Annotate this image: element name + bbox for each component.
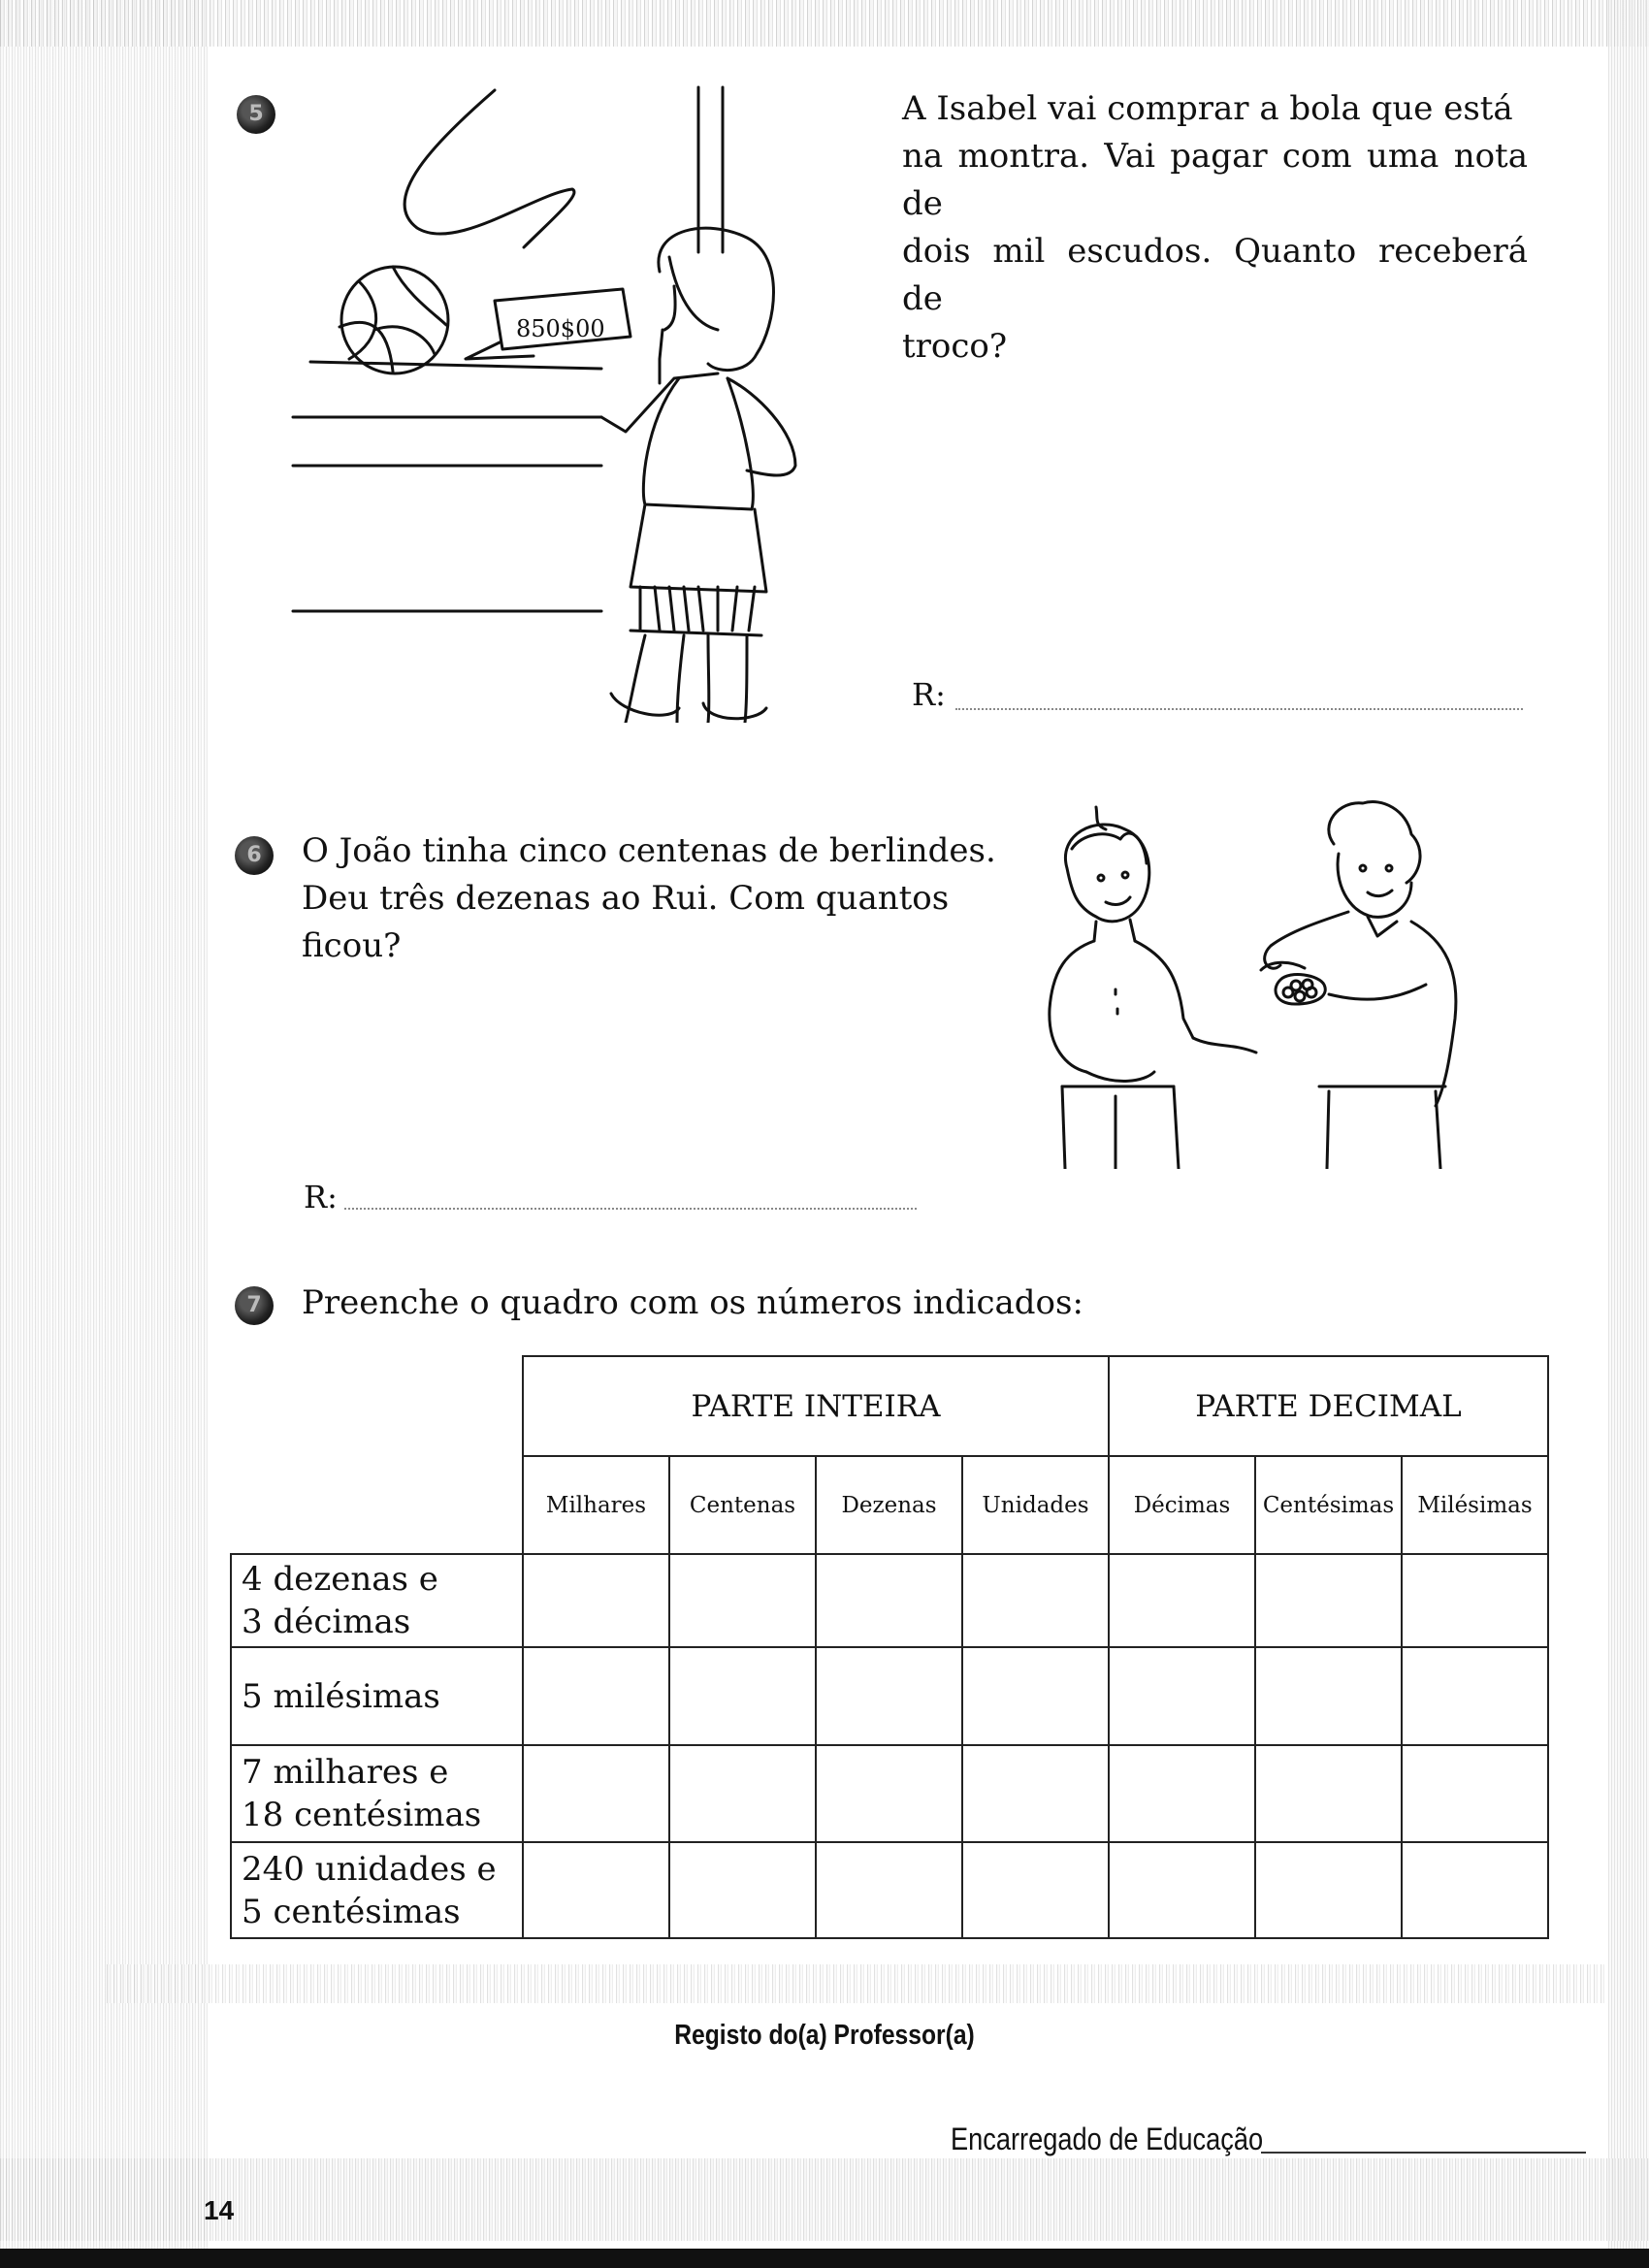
table-cell[interactable] — [1255, 1842, 1402, 1938]
question-5-number: 5 — [248, 102, 264, 126]
table-cell[interactable] — [816, 1745, 962, 1842]
table-row — [231, 1647, 1548, 1745]
scan-noise-left — [0, 0, 209, 2268]
table-cell[interactable] — [669, 1554, 816, 1647]
table-cell[interactable] — [962, 1554, 1109, 1647]
table-cell[interactable] — [816, 1842, 962, 1938]
decimal-place-value-table — [230, 1355, 1549, 1939]
question-6-answer-label: R: — [304, 1179, 338, 1215]
table-cell[interactable] — [669, 1745, 816, 1842]
row-label-line: 3 décimas — [242, 1603, 411, 1641]
question-6-answer-line[interactable] — [344, 1208, 917, 1210]
table-cell[interactable] — [1109, 1647, 1255, 1745]
table-cell[interactable] — [523, 1647, 669, 1745]
question-5-answer-label: R: — [912, 676, 946, 713]
guardian-label: Encarregado de Educação — [951, 2122, 1264, 2156]
table-cell[interactable] — [669, 1842, 816, 1938]
scan-noise-divider — [107, 1964, 1605, 2003]
boys-with-marbles-illustration — [1038, 795, 1484, 1169]
table-row — [231, 1745, 1548, 1842]
column-header-centenas: Centenas — [669, 1456, 816, 1554]
column-header-centesimas: Centésimas — [1255, 1456, 1402, 1554]
row-label — [231, 1554, 523, 1647]
table-cell[interactable] — [1255, 1554, 1402, 1647]
row-label-line: 7 milhares e — [242, 1753, 449, 1792]
row-label — [231, 1647, 523, 1745]
table-cell[interactable] — [1402, 1647, 1548, 1745]
table-row — [231, 1842, 1548, 1938]
page-number: 14 — [204, 2195, 235, 2225]
question-7-instruction: Preenche o quadro com os números indicados: — [302, 1283, 1083, 1322]
question-5-bullet — [237, 95, 275, 134]
price-tag-text: 850$00 — [516, 315, 605, 342]
table-cell[interactable] — [962, 1647, 1109, 1745]
column-header-decimas: Décimas — [1109, 1456, 1255, 1554]
table-cell[interactable] — [962, 1745, 1109, 1842]
table-corner — [231, 1356, 523, 1554]
column-header-dezenas: Dezenas — [816, 1456, 962, 1554]
table-cell[interactable] — [1255, 1647, 1402, 1745]
question-7-bullet — [235, 1286, 274, 1325]
table-cell[interactable] — [816, 1554, 962, 1647]
column-header-milhares: Milhares — [523, 1456, 669, 1554]
table-cell[interactable] — [523, 1745, 669, 1842]
question-5-answer-line[interactable] — [955, 708, 1523, 710]
group-header-decimal: PARTE DECIMAL — [1109, 1356, 1548, 1456]
question-5-line: A Isabel vai comprar a bola que está — [902, 89, 1513, 128]
table-cell[interactable] — [1402, 1745, 1548, 1842]
column-header-unidades: Unidades — [962, 1456, 1109, 1554]
scan-noise-bottom — [0, 2158, 1649, 2241]
question-7-number: 7 — [246, 1293, 262, 1317]
table-cell[interactable] — [669, 1647, 816, 1745]
scan-noise-right — [1608, 0, 1649, 2268]
question-6-bullet — [235, 836, 274, 875]
row-label-line: 240 unidades e — [242, 1849, 497, 1889]
table-cell[interactable] — [1109, 1842, 1255, 1938]
row-label-line: 4 dezenas e — [242, 1560, 438, 1599]
question-6-line: Deu três dezenas ao Rui. Com quantos — [302, 879, 950, 918]
table-cell[interactable] — [1255, 1745, 1402, 1842]
scan-bottom-edge — [0, 2249, 1649, 2268]
row-label — [231, 1745, 523, 1842]
group-header-integer: PARTE INTEIRA — [523, 1356, 1109, 1456]
table-cell[interactable] — [962, 1842, 1109, 1938]
table-cell[interactable] — [1109, 1554, 1255, 1647]
question-5-line: na montra. Vai pagar com uma nota de — [902, 137, 1528, 223]
question-6-line: O João tinha cinco centenas de berlindes. — [302, 831, 996, 870]
column-header-milesimas: Milésimas — [1402, 1456, 1548, 1554]
teacher-register-label: Registo do(a) Professor(a) — [674, 2020, 975, 2051]
table-row — [231, 1554, 1548, 1647]
row-label — [231, 1842, 523, 1938]
table-cell[interactable] — [523, 1842, 669, 1938]
row-label-line: 5 milésimas — [242, 1676, 440, 1716]
question-6-number: 6 — [246, 843, 262, 867]
row-label-line: 5 centésimas — [242, 1892, 461, 1931]
question-5-line: dois mil escudos. Quanto receberá de — [902, 232, 1528, 318]
question-6-text — [302, 827, 1015, 970]
table-cell[interactable] — [523, 1554, 669, 1647]
table-cell[interactable] — [1402, 1554, 1548, 1647]
table-cell[interactable] — [816, 1647, 962, 1745]
question-5-line: troco? — [902, 327, 1008, 366]
scan-noise-top — [0, 0, 1649, 47]
girl-at-shop-window-illustration — [291, 82, 834, 723]
row-label-line: 18 centésimas — [242, 1796, 482, 1834]
guardian-signature-line[interactable] — [1261, 2152, 1586, 2154]
question-6-line: ficou? — [302, 926, 402, 965]
question-5-text — [902, 85, 1528, 371]
table-cell[interactable] — [1402, 1842, 1548, 1938]
table-cell[interactable] — [1109, 1745, 1255, 1842]
